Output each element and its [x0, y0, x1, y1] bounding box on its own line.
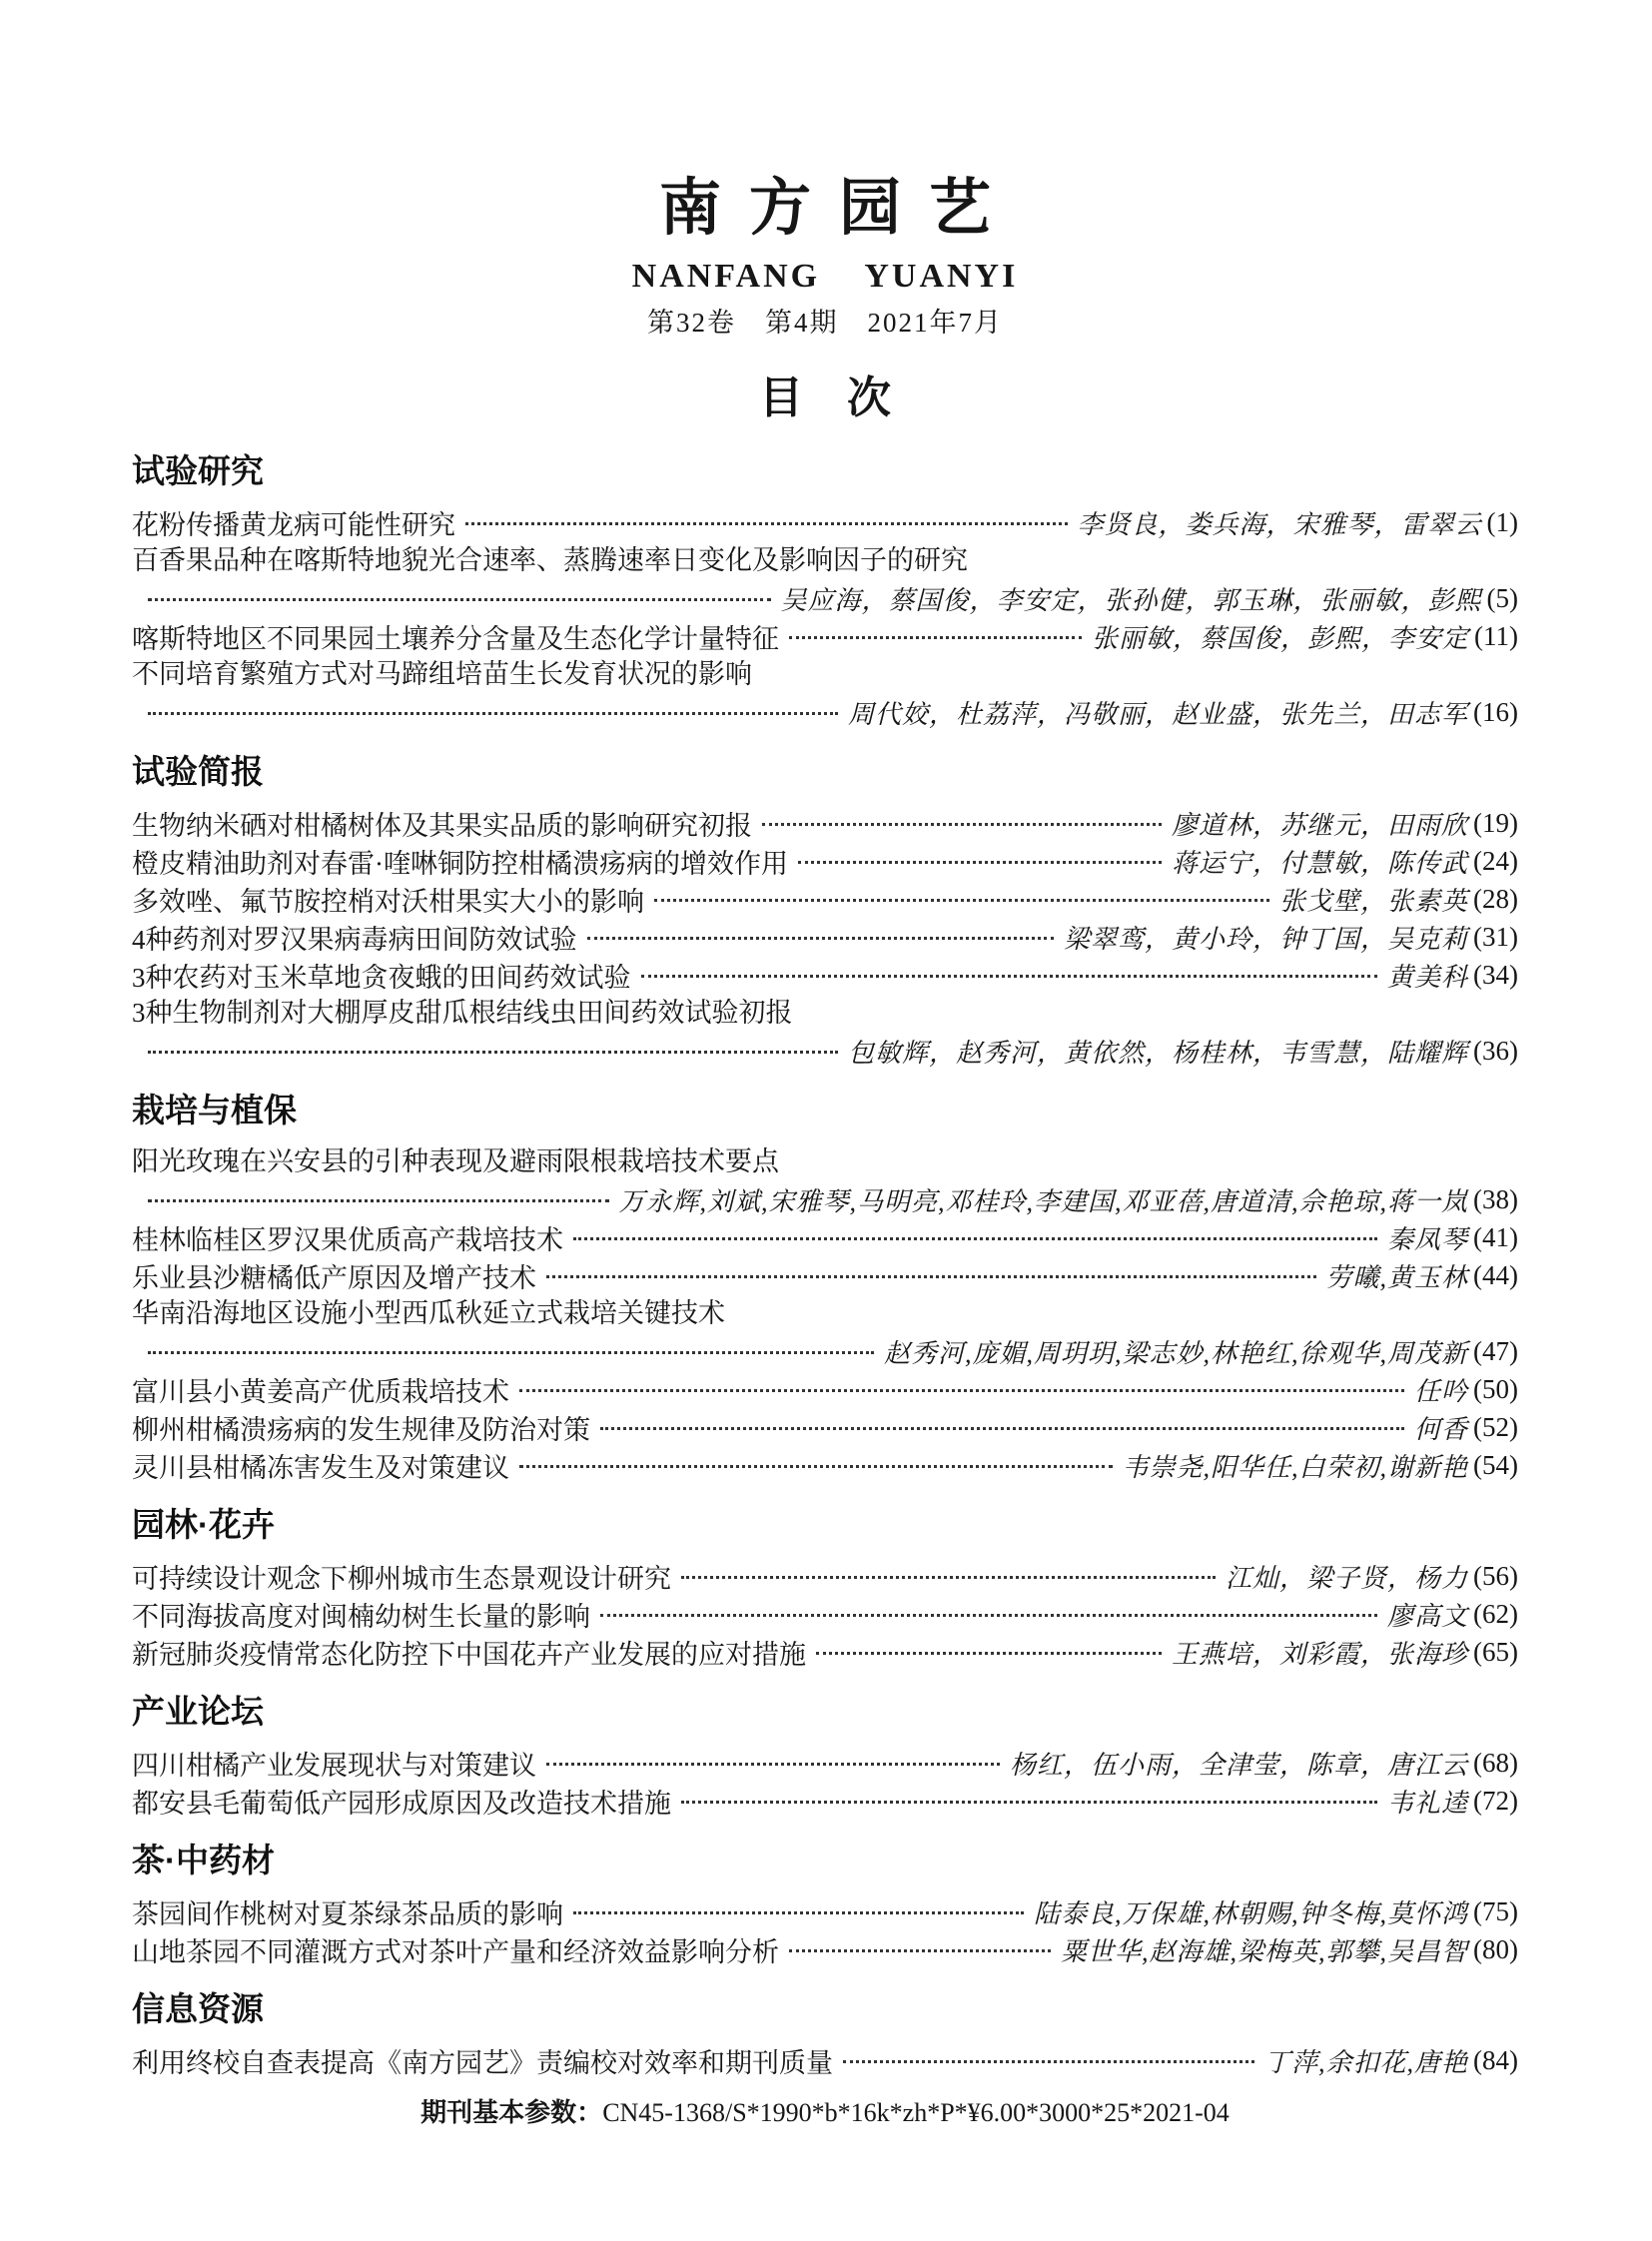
entry-authors: 秦凤琴	[1387, 1224, 1469, 1254]
entry-title: 四川柑橘产业发展现状与对策建议	[132, 1750, 536, 1781]
toc-entry	[132, 918, 1518, 956]
entry-page: (62)	[1473, 1598, 1518, 1629]
toc-section	[132, 1508, 1518, 1671]
entry-title: 生物纳米硒对柑橘树体及其果实品质的影响研究初报	[132, 810, 752, 841]
entry-authors: 万永辉,刘斌,宋雅琴,马明亮,邓桂玲,李建国,邓亚蓓,唐道清,佘艳琼,蒋一岚	[618, 1186, 1469, 1216]
entry-title: 山地茶园不同灌溉方式对茶叶产量和经济效益影响分析	[132, 1936, 779, 1967]
entry-page: (65)	[1473, 1636, 1518, 1667]
entry-title: 不同培育繁殖方式对马蹄组培苗生长发育状况的影响	[132, 659, 752, 689]
entry-title: 灵川县柑橘冻害发生及对策建议	[132, 1452, 509, 1483]
entry-authors: 张戈壁，张素英	[1279, 886, 1469, 916]
entry-authors: 张丽敏，蔡国俊，彭熙，李安定	[1092, 623, 1470, 653]
entry-page: (24)	[1473, 845, 1518, 876]
toc-entry	[132, 579, 1518, 617]
contents-title: 目 次	[759, 374, 891, 422]
entry-title: 阳光玫瑰在兴安县的引种表现及避雨限根栽培技术要点	[132, 1146, 779, 1176]
entry-page: (19)	[1473, 807, 1518, 838]
section-heading: 信息资源	[132, 1990, 264, 2027]
toc-entry	[132, 1782, 1518, 1820]
entry-authors: 劳曦,黄玉林	[1325, 1262, 1469, 1292]
toc-entry	[132, 1180, 1518, 1218]
entry-page: (11)	[1474, 620, 1518, 651]
toc-section	[132, 1844, 1518, 1968]
entry-authors: 韦礼逵	[1387, 1788, 1469, 1818]
toc-entry	[132, 1557, 1518, 1595]
section-heading: 园林·花卉	[132, 1506, 275, 1543]
entry-title: 新冠肺炎疫情常态化防控下中国花卉产业发展的应对措施	[132, 1639, 806, 1670]
journal-parameters	[132, 2097, 1518, 2128]
issue-info: 第32卷 第4期 2021年7月	[647, 308, 1003, 338]
entry-authors: 周代姣，杜荔萍，冯敬丽，赵业盛，张先兰，田志军	[848, 699, 1469, 729]
toc-entry	[132, 804, 1518, 842]
entry-page: (72)	[1473, 1785, 1518, 1816]
entry-page: (34)	[1473, 959, 1518, 990]
journal-parameters-value: CN45-1368/S*1990*b*16k*zh*P*¥6.00*3000*25*2021-04	[602, 2098, 1230, 2127]
section-heading: 茶·中药材	[132, 1842, 275, 1878]
entry-authors: 黄美科	[1387, 962, 1469, 992]
toc-entry	[132, 1892, 1518, 1930]
entry-authors: 包敏辉，赵秀河，黄依然，杨桂林，韦雪慧，陆耀辉	[848, 1038, 1469, 1068]
toc-entry	[132, 503, 1518, 541]
toc-section	[132, 1094, 1518, 1484]
entry-title: 多效唑、氟节胺控梢对沃柑果实大小的影响	[132, 886, 644, 917]
entry-page: (56)	[1473, 1560, 1518, 1591]
entry-authors: 蒋运宁，付慧敏，陈传武	[1172, 848, 1469, 878]
entry-authors: 粟世华,赵海雄,梁梅英,郭攀,吴昌智	[1061, 1936, 1469, 1966]
entry-title: 4种药剂对罗汉果病毒病田间防效试验	[132, 924, 577, 955]
entry-authors: 赵秀河,庞媚,周玥玥,梁志妙,林艳红,徐观华,周茂新	[884, 1338, 1469, 1368]
toc-entry	[132, 1332, 1518, 1370]
toc-entry	[132, 1370, 1518, 1408]
entry-page: (80)	[1473, 1933, 1518, 1964]
entry-page: (31)	[1473, 921, 1518, 952]
toc-sections	[132, 454, 1518, 2079]
entry-page: (5)	[1486, 582, 1518, 613]
entry-page: (54)	[1473, 1449, 1518, 1480]
entry-title: 不同海拔高度对闽楠幼树生长量的影响	[132, 1601, 590, 1632]
toc-entry	[132, 1930, 1518, 1968]
entry-page: (38)	[1473, 1183, 1518, 1214]
entry-page: (36)	[1473, 1035, 1518, 1066]
entry-authors: 王燕培，刘彩霞，张海珍	[1172, 1639, 1469, 1669]
entry-title: 3种生物制剂对大棚厚皮甜瓜根结线虫田间药效试验初报	[132, 998, 793, 1028]
toc-section	[132, 454, 1518, 731]
entry-title: 百香果品种在喀斯特地貌光合速率、蒸腾速率日变化及影响因子的研究	[132, 545, 968, 575]
entry-authors: 陆泰良,万保雄,林朝赐,钟冬梅,莫怀鸿	[1034, 1898, 1469, 1928]
entry-title: 茶园间作桃树对夏茶绿茶品质的影响	[132, 1898, 563, 1929]
entry-page: (44)	[1473, 1259, 1518, 1290]
entry-authors: 何香	[1414, 1414, 1469, 1444]
entry-page: (84)	[1473, 2044, 1518, 2075]
entry-title: 富川县小黄姜高产优质栽培技术	[132, 1376, 509, 1407]
toc-entry	[132, 693, 1518, 731]
section-heading: 栽培与植保	[132, 1092, 297, 1128]
entry-authors: 廖道林，苏继元，田雨欣	[1172, 810, 1469, 840]
entry-page: (75)	[1473, 1895, 1518, 1926]
toc-section	[132, 1695, 1518, 1820]
entry-authors: 吴应海，蔡国俊，李安定，张孙健，郭玉琳，张丽敏，彭熙	[780, 585, 1482, 615]
entry-authors: 廖高文	[1387, 1601, 1469, 1631]
entry-title: 都安县毛葡萄低产园形成原因及改造技术措施	[132, 1788, 671, 1819]
toc-entry	[132, 842, 1518, 880]
section-heading: 试验研究	[132, 452, 264, 489]
toc-entry	[132, 2041, 1518, 2079]
entry-page: (68)	[1473, 1747, 1518, 1778]
toc-entry	[132, 880, 1518, 918]
entry-authors: 梁翠鸾，黄小玲，钟丁国，吴克莉	[1064, 924, 1469, 954]
toc-section	[132, 1992, 1518, 2079]
toc-entry	[132, 1595, 1518, 1633]
entry-title: 喀斯特地区不同果园土壤养分含量及生态化学计量特征	[132, 623, 779, 654]
entry-title: 华南沿海地区设施小型西瓜秋延立式栽培关键技术	[132, 1298, 725, 1328]
entry-title: 乐业县沙糖橘低产原因及增产技术	[132, 1262, 536, 1293]
toc-entry	[132, 1744, 1518, 1782]
entry-title: 可持续设计观念下柳州城市生态景观设计研究	[132, 1563, 671, 1594]
toc-entry	[132, 617, 1518, 655]
entry-title: 利用终校自查表提高《南方园艺》责编校对效率和期刊质量	[132, 2047, 833, 2078]
entry-title: 柳州柑橘溃疡病的发生规律及防治对策	[132, 1414, 590, 1445]
entry-authors: 杨红，伍小雨，全津莹，陈章，唐江云	[1010, 1750, 1469, 1780]
toc-entry	[132, 1408, 1518, 1446]
entry-authors: 江灿，梁子贤，杨力	[1226, 1563, 1469, 1593]
masthead	[132, 175, 1518, 422]
journal-parameters-label: 期刊基本参数：	[420, 2097, 603, 2127]
section-heading: 产业论坛	[132, 1693, 264, 1730]
toc-entry	[132, 956, 1518, 994]
journal-title-en: NANFANG YUANYI	[631, 258, 1019, 295]
entry-page: (16)	[1473, 696, 1518, 727]
entry-authors: 李贤良，娄兵海，宋雅琴，雷翠云	[1077, 509, 1482, 539]
entry-authors: 韦崇尧,阳华任,白荣初,谢新艳	[1122, 1452, 1469, 1482]
toc-entry	[132, 1633, 1518, 1671]
toc-entry	[132, 1446, 1518, 1484]
entry-title: 花粉传播黄龙病可能性研究	[132, 509, 455, 540]
entry-title: 橙皮精油助剂对春雷·喹啉铜防控柑橘溃疡病的增效作用	[132, 848, 788, 879]
entry-page: (28)	[1473, 883, 1518, 914]
entry-authors: 丁萍,余扣花,唐艳	[1264, 2047, 1469, 2077]
toc-entry	[132, 1256, 1518, 1294]
entry-page: (52)	[1473, 1411, 1518, 1442]
toc-entry	[132, 1032, 1518, 1070]
entry-page: (1)	[1486, 506, 1518, 537]
entry-title: 桂林临桂区罗汉果优质高产栽培技术	[132, 1224, 563, 1255]
entry-authors: 任吟	[1414, 1376, 1469, 1406]
toc-entry	[132, 1218, 1518, 1256]
section-heading: 试验简报	[132, 753, 264, 790]
entry-title: 3种农药对玉米草地贪夜蛾的田间药效试验	[132, 962, 631, 993]
entry-page: (41)	[1473, 1221, 1518, 1252]
entry-page: (50)	[1473, 1373, 1518, 1404]
journal-title-cn: 南方园艺	[658, 175, 1019, 243]
toc-section	[132, 755, 1518, 1070]
entry-page: (47)	[1473, 1335, 1518, 1366]
